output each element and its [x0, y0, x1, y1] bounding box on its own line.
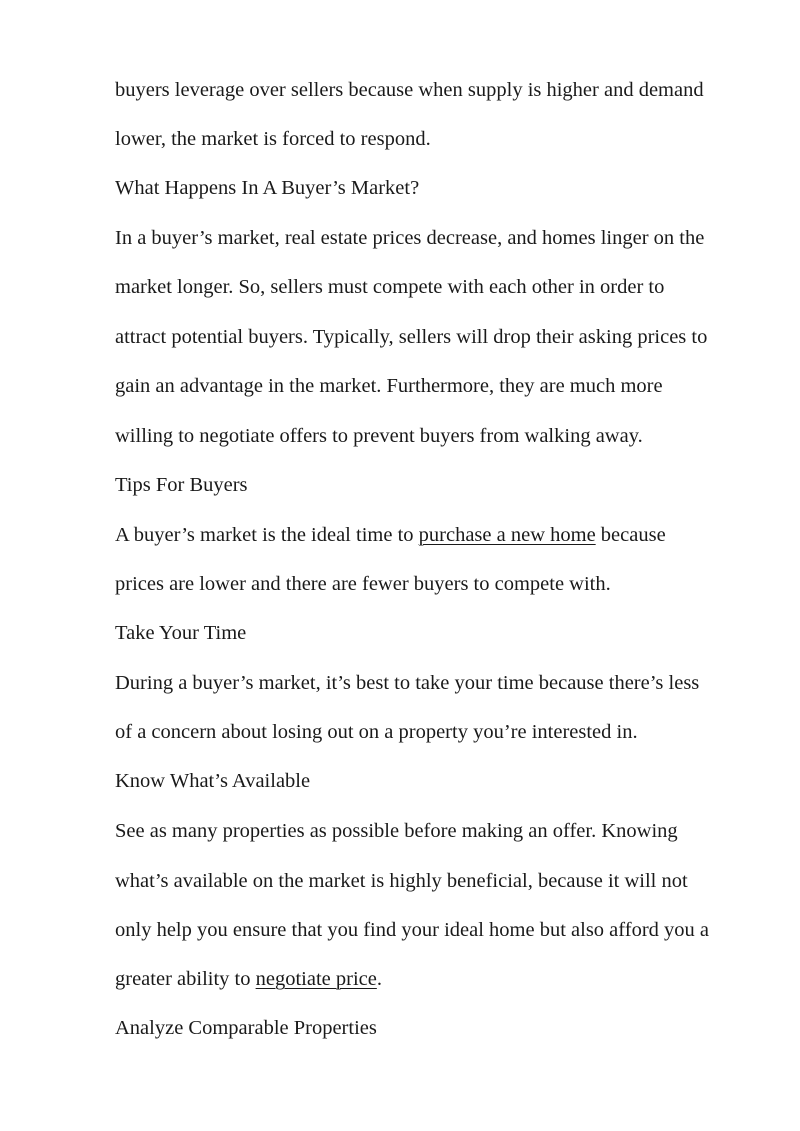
section-heading: Know What’s Available	[115, 770, 311, 792]
section-heading: Take Your Time	[115, 622, 247, 644]
negotiate-text-before: greater ability to	[115, 968, 256, 990]
tips-text-after: because	[595, 524, 666, 546]
purchase-new-home-link[interactable]: purchase a new home	[418, 524, 596, 546]
paragraph-line: During a buyer’s market, it’s best to take your time because there’s less	[115, 672, 700, 694]
paragraph-line-with-link	[115, 523, 666, 547]
paragraph-line: See as many properties as possible before making an offer. Knowing	[115, 820, 678, 842]
paragraph-line: buyers leverage over sellers because when supply is higher and demand	[115, 79, 704, 101]
paragraph-line: what’s available on the market is highly beneficial, because it will not	[115, 870, 688, 892]
paragraph-line: of a concern about losing out on a property you’re interested in.	[115, 721, 638, 743]
paragraph-line: attract potential buyers. Typically, sellers will drop their asking prices to	[115, 326, 708, 348]
tips-text-before: A buyer’s market is the ideal time to	[115, 524, 419, 546]
paragraph-line: lower, the market is forced to respond.	[115, 128, 431, 150]
paragraph-line: only help you ensure that you find your ideal home but also afford you a	[115, 919, 709, 941]
paragraph-line: gain an advantage in the market. Furthermore, they are much more	[115, 375, 663, 397]
section-heading: Analyze Comparable Properties	[115, 1017, 377, 1039]
paragraph-line: market longer. So, sellers must compete with each other in order to	[115, 276, 665, 298]
negotiate-price-link[interactable]: negotiate price	[255, 968, 377, 990]
section-heading: Tips For Buyers	[115, 474, 248, 496]
paragraph-line: In a buyer’s market, real estate prices decrease, and homes linger on the	[115, 227, 705, 249]
negotiate-text-after: .	[376, 968, 382, 990]
paragraph-line-with-link	[115, 967, 382, 991]
paragraph-line: prices are lower and there are fewer buyers to compete with.	[115, 573, 611, 595]
paragraph-line: willing to negotiate offers to prevent buyers from walking away.	[115, 425, 643, 447]
section-heading: What Happens In A Buyer’s Market?	[115, 177, 420, 199]
